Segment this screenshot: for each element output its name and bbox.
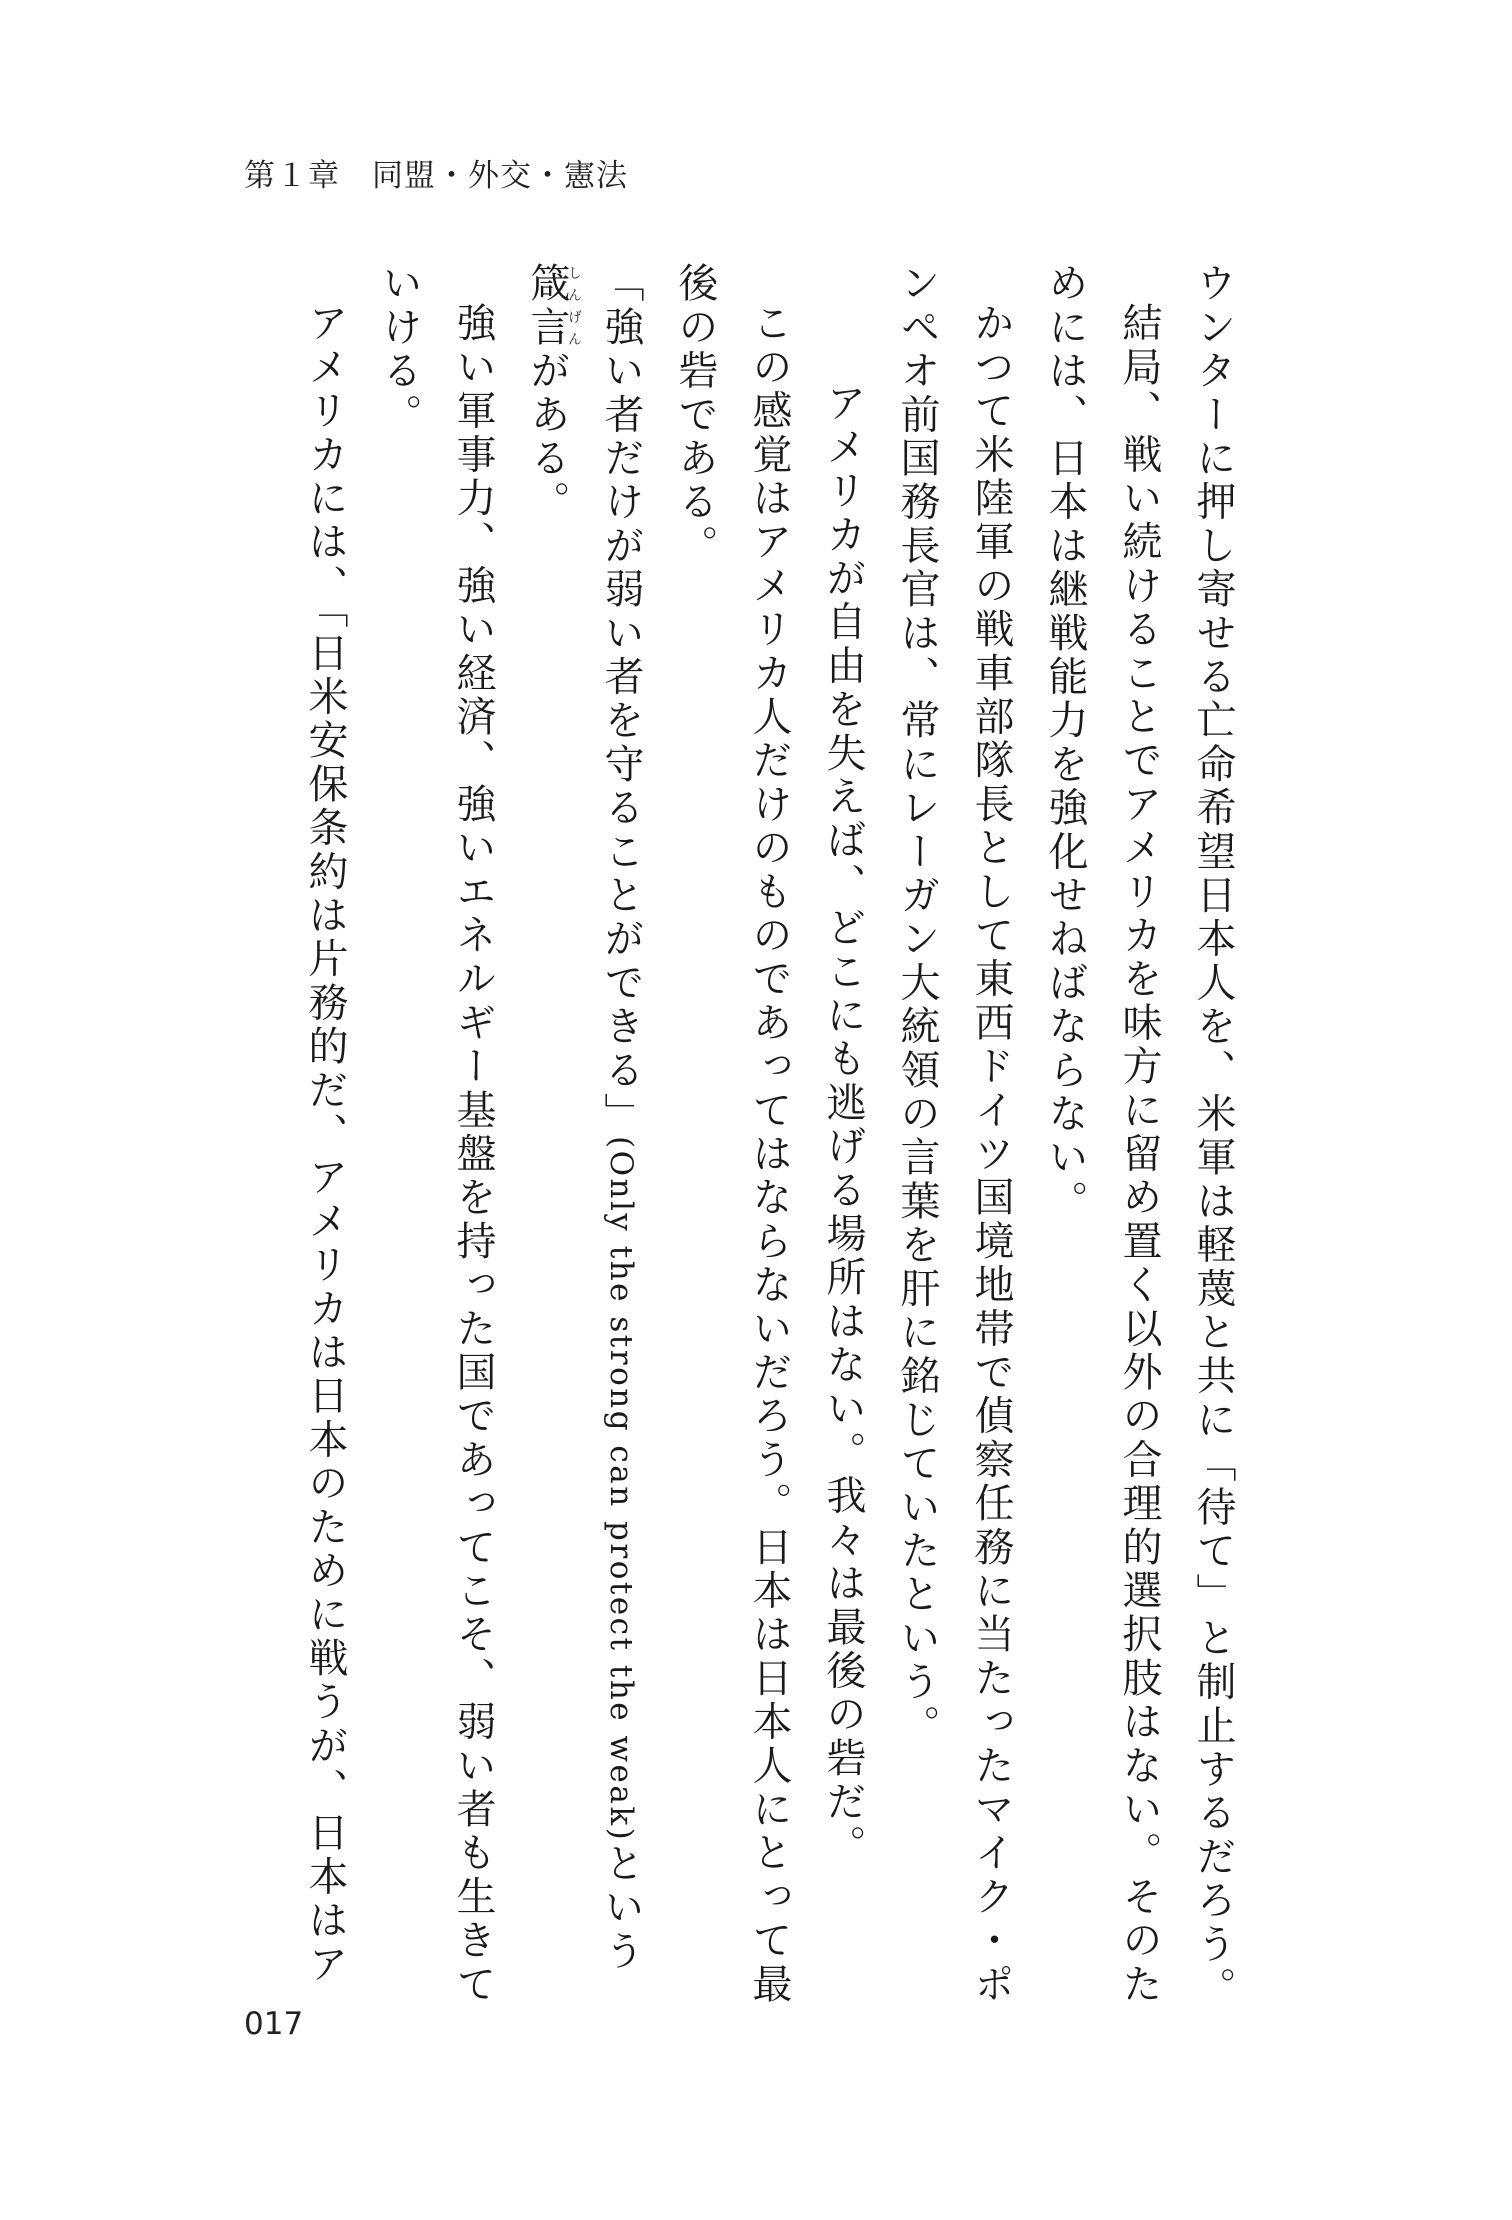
quote-line: アメリカが自由を失えば、どこにも逃げる場所はない。我々は最後の砦だ。 (820, 382, 866, 1868)
quote-text: 「強い者だけが弱い者を守ることができる」 (598, 262, 644, 1136)
ruby-base: 箴 (524, 262, 570, 306)
text-line: いける。 (376, 262, 422, 437)
ruby-word (524, 262, 582, 350)
ruby-base: 言 (524, 305, 570, 350)
text-line (584, 262, 658, 1972)
ruby-reading: げん (566, 305, 582, 350)
text-line: 後の砦である。 (672, 262, 718, 568)
text-line: ンペオ前国務長官は、常にレーガン大統領の言葉を肝に銘じていたという。 (894, 262, 940, 1748)
text-line: この感覚はアメリカ人だけのものであってはならないだろう。日本は日本人にとって最 (746, 302, 792, 2007)
text-line: 結局、戦い続けることでアメリカを味方に留め置く以外の合理的選択肢はない。そのた (1116, 302, 1162, 2007)
text-line (510, 262, 584, 1972)
text-line: アメリカには、「日米安保条約は片務的だ、アメリカは日本のために戦うが、日本はア (302, 302, 348, 1987)
text-line: めには、日本は継戦能力を強化せねばならない。 (1042, 262, 1088, 1224)
text-tail: がある。 (524, 349, 570, 525)
ruby-reading: しん (566, 262, 582, 306)
text-line: ウンターに押し寄せる亡命希望日本人を、米軍は軽蔑と共に「待て」と制止するだろう。 (1190, 262, 1236, 2010)
english-quote: (Only the strong can protect the weak) (603, 1136, 639, 1843)
page-number: 017 (244, 2006, 304, 2042)
text-tail: という (598, 1842, 644, 1974)
text-line: 強い軍事力、強い経済、強いエネルギー基盤を持った国であってこそ、弱い者も生きて (450, 302, 496, 2007)
running-header: 第１章 同盟・外交・憲法 (244, 158, 628, 194)
vertical-body-text (288, 262, 1250, 2010)
text-line: かつて米陸軍の戦車部隊長として東西ドイツ国境地帯で偵察任務に当たったマイク・ポ (968, 302, 1014, 2007)
